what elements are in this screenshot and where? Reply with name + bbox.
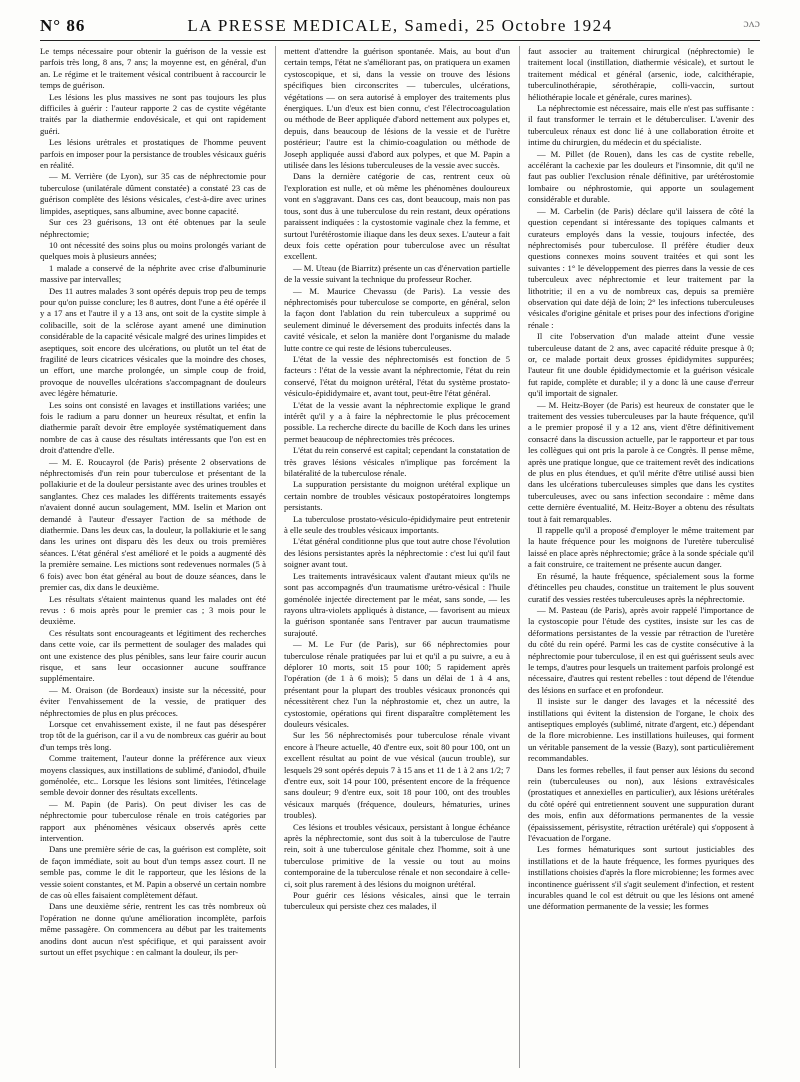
paragraph: Le temps nécessaire pour obtenir la guérison de la vessie est parfois très long, 8 ans, 7 ans; la moyenne est, en général, d'un an. Le régime et le traitement vésical contribuent à raccourcir le temps de guérison. — [40, 46, 266, 91]
paragraph: L'état de la vessie des néphrectomisés est fonction de 5 facteurs : l'état de la vessie avant la néphrectomie, l'état du rein conservé, l'état du moignon urétéral, l'état du système prostato-vésiculo-épididymaire et, avant tout, peut-être l'état général. — [284, 353, 510, 399]
paragraph: — M. Uteau (de Biarritz) présente un cas d'énervation partielle de la vessie suivant la technique du professeur Rocher. — [284, 262, 510, 285]
paragraph: Ces résultats sont encourageants et légitiment des recherches dans cette voie, car ils permettent de soulager des malades qui ont une existence des plus pénibles, sans leur faire courir aucun risque, et sans leur occasionner aucune souffrance supplémentaire. — [40, 627, 266, 684]
corner-mark: ɔʌɔ — [743, 16, 760, 30]
paragraph: — M. Maurice Chevassu (de Paris). La vessie des néphrectomisés pour tuberculose se comporte, en général, selon la façon dont l'ablation du rein tuberculeux a supprimé ou seulement diminué le déversement des produits infectés dans la cavité vésicale, et selon la manière dont l'organisme du malade lutte contre ce qui reste de lésions tuberculeuses. — [284, 285, 510, 353]
paragraph: Ces lésions et troubles vésicaux, persistant à longue échéance après la néphrectomie, sont dus soit à la tuberculose de l'autre rein, soit à une tuberculose génitale chez l'homme, soit à une tuberculose primitive de la vessie ou tout au moins contemporaine de la tuberculose rénale et non secondaire à celle-ci, soit plus rarement à des lésions du moignon urétéral. — [284, 821, 510, 889]
paragraph: Dans les formes rebelles, il faut penser aux lésions du second rein (tuberculeuses ou non), aux lésions extravésicales (prostatiques et annexielles en particulier), aux lésions urétérales du côté opéré qui entretiennent souvent une suppuration durant des mois, enfin aux déformations permanentes de la vessie (épaississement, périsystite, rétraction urétérale) qui s'opposent à l'évacuation de l'organe. — [528, 764, 754, 844]
page-number: N° 86 — [40, 16, 86, 35]
page-header — [40, 16, 760, 40]
paragraph: Il insiste sur le danger des lavages et la nécessité des instillations qui évitent la distension de l'organe, le choix des antiseptiques employés (sublimé, nitrate d'argent, etc.) dépendant de la flore microbienne. Les instillations huileuses, qui forment un véritable pansement de la vessie (Bazy), sont particulièrement recommandables. — [528, 696, 754, 764]
paragraph: Les lésions les plus massives ne sont pas toujours les plus difficiles à guérir : l'auteur rapporte 2 cas de cystite végétante traités par la diathermie endovésicale, et qui ont rapidement guéri. — [40, 91, 266, 136]
paragraph: Comme traitement, l'auteur donne la préférence aux vieux moyens classiques, aux instillations de sublimé, d'aniodol, d'huile goménolée, etc.. Lorsque les lésions sont limitées, l'étincelage semble devoir donner des résultats excellents. — [40, 753, 266, 798]
paragraph: Il cite l'observation d'un malade atteint d'une vessie tuberculeuse datant de 2 ans, avec capacité réduite presque à 0; or, ce malade portait deux grosses épididymites suppurées; l'auteur fit une double épididymectomie et la guérison vésicale fut rapide, complète et durable; il y a donc là une cause d'erreur qu'il importait de signaler. — [528, 331, 754, 399]
paragraph: 10 ont nécessité des soins plus ou moins prolongés variant de quelques mois à plusieurs années; — [40, 239, 266, 262]
journal-name: LA PRESSE MEDICALE, — [187, 16, 399, 35]
paragraph: — M. Verrière (de Lyon), sur 35 cas de néphrectomie pour tuberculose (unilatérale dûment constatée) a constaté 23 cas de guérison complète des lésions vésicales, c'est-à-dire avec urines limpides, aseptiques, sans albumine, avec bonne capacité. — [40, 171, 266, 216]
paragraph: L'état du rein conservé est capital; cependant la constatation de très graves lésions vésicales n'implique pas forcément la bilatéralité de la tuberculose rénale. — [284, 445, 510, 479]
running-title — [40, 16, 760, 36]
paragraph: Sur ces 23 guérisons, 13 ont été obtenues par la seule néphrectomie; — [40, 217, 266, 239]
paragraph: — M. E. Roucayrol (de Paris) présente 2 observations de néphrectomisés d'un rein pour tuberculose et présentant de la pollakiurie et de la douleur persistante avec des urines troubles et sanglantes. Chez ces malades les différents traitements essayés n'avaient donné aucun soulagement, MM. Iselin et Marion ont demandé à l'auteur d'essayer l'action de sa méthode de diathermie. Dans les deux cas, la douleur, la pollakiurie et le sang dans les urines ont disparu dès les deux ou trois premières séances. L'état général s'est amélioré et le poids a augmenté dès la première semaine. Les mictions sont redevenues normales (5 à 6 fois) avec bon état général au bout de douze séances, dans le premier cas, dix dans le deuxième. — [40, 456, 266, 593]
paragraph: Lorsque cet envahissement existe, il ne faut pas désespérer trop tôt de la guérison, car il a vu de nombreux cas guérir au bout d'un temps très long. — [40, 718, 266, 752]
paragraph: Dans une première série de cas, la guérison est complète, soit de façon immédiate, soit au bout d'un temps assez court. Il ne semble pas, comme le dit le rapporteur, que les lésions de la vessie soient constantes, et M. Papin a observé un certain nombre de cas où elles faisaient complètement défaut. — [40, 844, 266, 901]
paragraph: — M. Le Fur (de Paris), sur 66 néphrectomies pour tuberculose rénale pratiquées par lui et qu'il a pu suivre, a eu à déplorer 10 morts, soit 15 pour 100; 5 rapidement après l'opération (de 1 à 6 mois); 5 dans un délai de 1 à 4 ans, présentant pour la plupart des troubles vésicaux prononcés qui nécessitèrent chez l'un la néphrostomie et, chez un autre, la cystostomie, opérations qui firent disparaître complètement les douleurs vésicales. — [284, 639, 510, 729]
paragraph: faut associer au traitement chirurgical (néphrectomie) le traitement local (instillation, diathermie vésicale), et surtout le traitement médical et général (arsenic, iode, calcithérapie, tuberculinothérapie, sérothérapie, colli-vaccin, surtout héliothérapie locale et générale, cures marines). — [528, 46, 754, 102]
paragraph: La néphrectomie est nécessaire, mais elle n'est pas suffisante : il faut transformer le terrain et le détuberculiser. L'avenir des tuberculeux rénaux est donc lié à une collaboration étroite et intime du chirurgien, du médecin et du spécialiste. — [528, 103, 754, 148]
paragraph: Les formes hématuriques sont surtout justiciables des instillations et de la haute fréquence, les formes pyuriques des instillations choisies d'après la flore microbienne; les formes avec incontinence guérissent s'il s'agit seulement d'infection, et restent incurables quand le col est détruit ou que les lésions ont amené une déformation permanente de la vessie; les formes — [528, 844, 754, 912]
paragraph: Les résultats s'étaient maintenus quand les malades ont été revus : 6 mois après pour le premier cas ; 3 mois pour le deuxième. — [40, 593, 266, 627]
paragraph: — M. Carbelin (de Paris) déclare qu'il laissera de côté la question cependant si intéressante des topiques calmants et curateurs employés dans la vessie, toujours infectée, des néphrectomisés pour tuberculose. Il préfère étudier deux questions connexes moins souvent traitées et qui sont les suivantes : 1° le développement des pierres dans la vessie de ces tuberculeux avec néphrectomie et leur traitement par la lithotritie; il en a vu de nombreux cas, depuis sa première observation qui date déjà de loin; 2° les infections tuberculeuses vésicales d'origine génitale et prises pour des infections d'origine rénale : — [528, 205, 754, 330]
text-column-3 — [528, 46, 754, 1070]
paragraph: Les lésions urétrales et prostatiques de l'homme peuvent parfois en imposer pour la persistance de troubles vésicaux guéris en réalité. — [40, 137, 266, 171]
paragraph: Dans la dernière catégorie de cas, rentrent ceux où l'exploration est nulle, et où même les phénomènes douloureux vont en s'aggravant. Dans ces cas, dont beaucoup, mais non pas tous, sont dus à une tuberculose du rein restant, deux opérations paraissent indiquées : la cystostomie vaginale chez la femme, et surtout l'urétérostomie iliaque dans les deux sexes. L'auteur a fait deux fois cette opération pour tuberculose avec un résultat excellent. — [284, 171, 510, 262]
paragraph: — M. Papin (de Paris). On peut diviser les cas de néphrectomie pour tuberculose rénale en trois catégories par rapport aux phénomènes vésicaux observés après cette intervention. — [40, 798, 266, 844]
paragraph: En résumé, la haute fréquence, spécialement sous la forme d'étincelles peu chaudes, constitue un traitement le plus souvent curatif des vessies restées tuberculeuses après la néphrectomie. — [528, 570, 754, 604]
paragraph: — M. Pillet (de Rouen), dans les cas de cystite rebelle, accélérant la cachexie par les douleurs et l'insomnie, dit qu'il ne faut pas oublier l'exclusion rénale définitive, par urétérostomie lombaire ou néphrostomie, qui apporte un soulagement considérable et durable. — [528, 148, 754, 205]
paragraph: L'état général conditionne plus que tout autre chose l'évolution des lésions persistantes après la néphrectomie : c'est lui qu'il faut soigner avant tout. — [284, 536, 510, 570]
paragraph: Pour guérir ces lésions vésicales, ainsi que le terrain tuberculeux qui persiste chez ces malades, il — [284, 890, 510, 912]
text-column-2 — [284, 46, 510, 1070]
column-divider — [275, 46, 276, 1068]
paragraph: Dans une deuxième série, rentrent les cas très nombreux où l'opération ne donne qu'une amélioration incomplète, parfois même passagère. On commencera au début par les traitements anodins dont aucun n'est spécifique, et qui paraissent avoir surtout un effet psychique : en calmant la douleur, ils per- — [40, 901, 266, 958]
issue-date: Samedi, 25 Octobre 1924 — [404, 16, 613, 35]
paragraph: Sur les 56 néphrectomisés pour tuberculose rénale vivant encore à l'heure actuelle, 40 d'entre eux, soit 80 pour 100, ont un excellent résultat au point de vue vésical (aucun trouble), sur lesquels 29 sont opérés depuis 7 à 15 ans et 11 de 1 à 2 ans 1/2; 7 d'entre eux, soit 14 pour 100, présentent encore de la fréquence sans douleur; 9 d'entre eux, soit 18 pour 100, ont des troubles vésicaux marqués (fréquence, douleurs, hématuries, urines troubles). — [284, 730, 510, 821]
paragraph: Les traitements intravésicaux valent d'autant mieux qu'ils ne sont pas accompagnés d'un traumatisme urétro-vésical : l'huile goménolée injectée directement par le méat, sans sonde, — les rayons ultra-violets appliqués à distance, — favorisent au mieux la guérison spontanée sans l'entraver par aucun traumatisme surajouté. — [284, 570, 510, 638]
paragraph: Les soins ont consisté en lavages et instillations variées; une fois le radium a paru donner un heureux résultat, et enfin la diathermie paraît devoir être employée systématiquement dans nombre de cas à cause des résultats intéressants que l'on est en droit d'attendre d'elle. — [40, 399, 266, 456]
paragraph: 1 malade a conservé de la néphrite avec crise d'albuminurie massive par intervalles; — [40, 262, 266, 285]
paragraph: La suppuration persistante du moignon urétéral explique un certain nombre de troubles vésicaux postopératoires longtemps persistants. — [284, 479, 510, 513]
paragraph: Des 11 autres malades 3 sont opérés depuis trop peu de temps pour qu'on puisse conclure; les 8 autres, dont l'une a été opérée il y a 17 ans et l'autre il y a 13 ans, ont soit de la cystite simple à colibacille, soit de la sclérose ayant amené une diminution considérable de la capacité vésicale malgré des urines limpides et aseptiques, soit encore des ulcérations, ou plutôt un tel état de fragilité de leurs cicatrices vésicales que la moindre des choses, un effort, une marche prolongée, un simple coup de froid, provoque de nouvelles ulcérations s'accompagnant de douleurs avec légère hématurie. — [40, 285, 266, 399]
paragraph: mettent d'attendre la guérison spontanée. Mais, au bout d'un certain temps, l'état ne s'améliorant pas, on pratiquera un examen cystoscopique, et si, dans la vessie on trouve des lésions spécifiques bien circonscrites — tubercules, ulcérations, végétations — on sera autorisé à employer des traitements plus énergiques. L'un d'eux est bien connu, c'est l'électrocoagulation ou méthode de Beer appliquée d'abord nettement aux polypes et, depuis, dans beaucoup de lésions de la vessie et de l'urètre postérieur; l'autre est la chimio-coagulation ou méthode de Joseph appliquée aussi d'abord aux polypes, et que M. Papin a utilisée dans les lésions tuberculeuses de la vessie avec succès. — [284, 46, 510, 171]
paragraph: — M. Pasteau (de Paris), après avoir rappelé l'importance de la cystoscopie pour l'étude des cystites, insiste sur les cas de déformations persistantes de la vessie par rétraction de l'uretère du côté du rein opéré. Parmi les cas de cystite consécutive à la néphrectomie pour tuberculose, il en est qui guérissent seuls avec le temps, d'autres pour lesquels un traitement parfois prolongé est nécessaire, d'autres qui restent rebelles : tout dépend de l'étendue des lésions en surface et en profondeur. — [528, 604, 754, 695]
text-column-1 — [40, 46, 266, 1070]
paragraph: La tuberculose prostato-vésiculo-épididymaire peut entretenir à elle seule des troubles vésicaux importants. — [284, 513, 510, 536]
paragraph: Il rappelle qu'il a proposé d'employer le même traitement par la haute fréquence pour les moignons de l'uretère tuberculisé laissé en place après néphrectomie; grâce à la sonde spéciale qu'il a fait construire, ce traitement ne présente aucun danger. — [528, 525, 754, 570]
paragraph: — M. Oraison (de Bordeaux) insiste sur la nécessité, pour éviter l'envahissement de la vessie, de pratiquer des néphrectomies de plus en plus précoces. — [40, 684, 266, 718]
header-rule — [40, 40, 760, 41]
paragraph: — M. Heitz-Boyer (de Paris) est heureux de constater que le traitement des vessies tuberculeuses par la haute fréquence, qu'il a le premier proposé il y a 12 ans, vient d'être définitivement consacré dans la discussion actuelle, par le rapporteur et par tous les collègues qui ont pris la parole à ce Congrès. Il pense même, après une pratique longue, que ce traitement revêt des indications de plus en plus étendues, et qu'il mérite d'être utilisé aussi bien dans les ulcérations tuberculeuses simples que dans les cystites tuberculeuses, avec ou sans infection secondaire : même dans cette dernière éventualité, M. Heitz-Boyer a obtenu des résultats tout à fait remarquables. — [528, 399, 754, 524]
column-divider — [519, 46, 520, 1068]
paragraph: L'état de la vessie avant la néphrectomie explique le grand intérêt qu'il y a à faire la néphrectomie le plus précocement possible. La recherche directe du bacille de Koch dans les urines permet beaucoup de néphrectomies très précoces. — [284, 399, 510, 444]
